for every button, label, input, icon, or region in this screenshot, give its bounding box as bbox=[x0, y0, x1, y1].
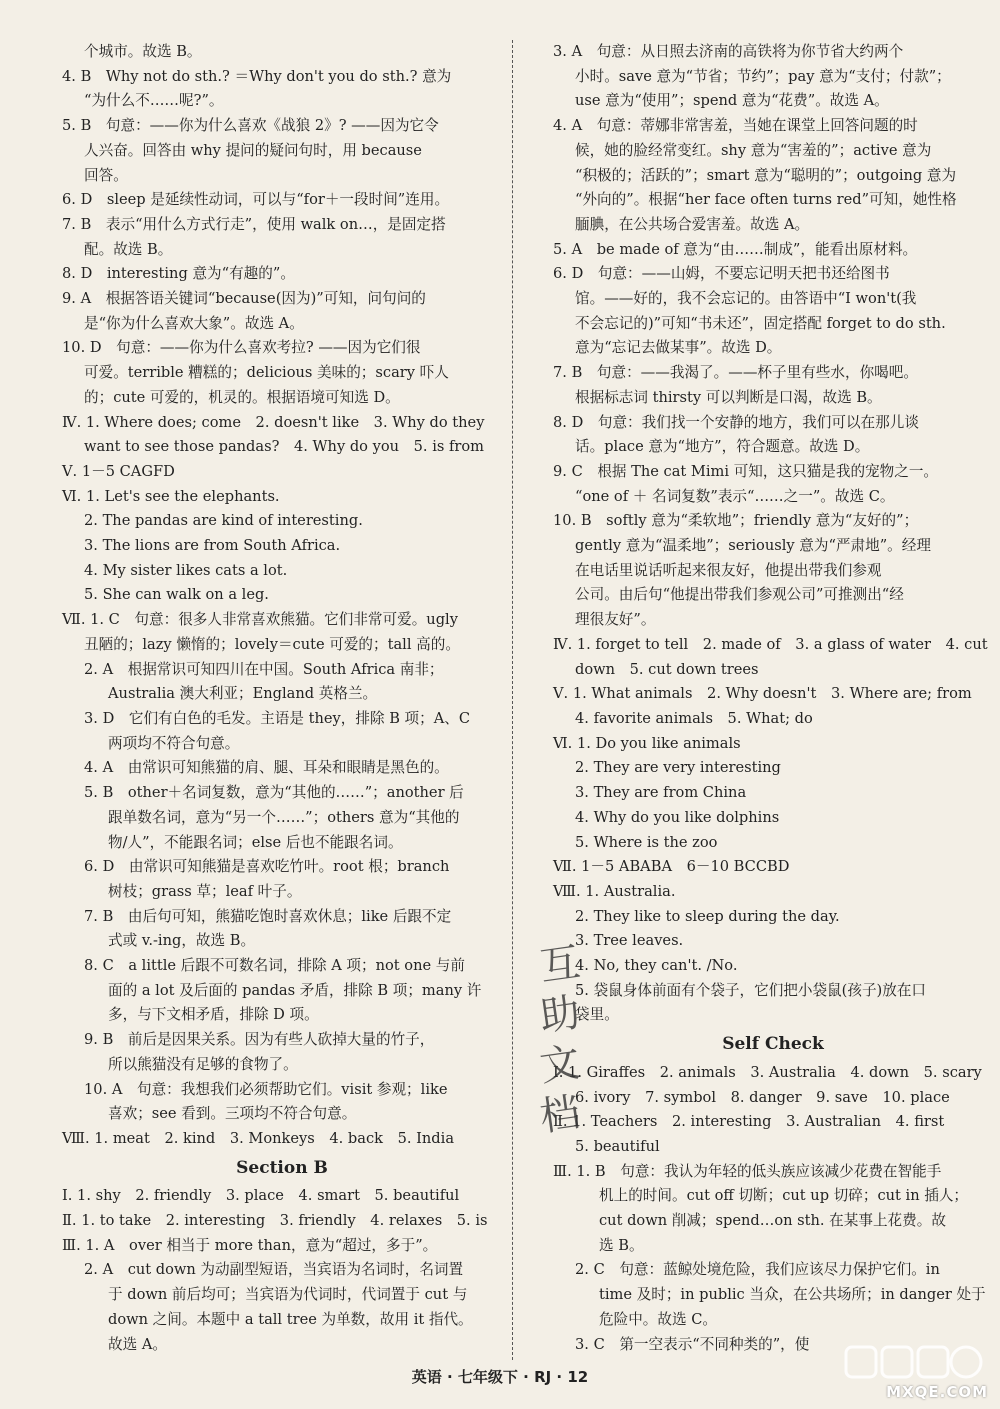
answer-line: 8. D 句意：我们找一个安静的地方，我们可以在那儿谈 bbox=[553, 413, 919, 431]
answer-line: 2. A cut down 为动副型短语，当宾语为名词时，名词置 bbox=[84, 1261, 464, 1279]
answer-line: 5. beautiful bbox=[575, 1137, 660, 1155]
answer-line: 两项均不符合句意。 bbox=[108, 734, 240, 752]
answer-line: 8. D interesting 意为“有趣的”。 bbox=[62, 265, 295, 283]
answer-line: Ⅷ. 1. meat 2. kind 3. Monkeys 4. back 5. India bbox=[62, 1129, 455, 1147]
answer-line: 腼腆，在公共场合爱害羞。故选 A。 bbox=[575, 215, 810, 233]
answer-line: 3. D 它们有白色的毛发。主语是 they，排除 B 项；A、C bbox=[84, 709, 471, 727]
answer-line: Ⅲ. 1. A over 相当于 more than，意为“超过，多于”。 bbox=[62, 1236, 438, 1254]
section-heading: Section B bbox=[236, 1157, 328, 1178]
answer-line: 9. B 前后是因果关系。因为有些人砍掉大量的竹子， bbox=[84, 1031, 435, 1049]
answer-line: 物/人”，不能跟名词；else 后也不能跟名词。 bbox=[108, 833, 403, 851]
answer-line: 4. No, they can't. /No. bbox=[575, 957, 738, 975]
answer-line: 馆。——好的，我不会忘记的。由答语中“I won't(我 bbox=[575, 290, 917, 308]
answer-line: 面的 a lot 及后面的 pandas 矛盾，排除 B 项；many 许 bbox=[108, 981, 482, 999]
answer-line: 选 B。 bbox=[599, 1236, 644, 1254]
answer-line: 10. B softly 意为“柔软地”；friendly 意为“友好的”； bbox=[553, 512, 919, 530]
answer-line: 危险中。故选 C。 bbox=[599, 1310, 717, 1328]
answer-line: 7. B 表示“用什么方式行走”，使用 walk on…，是固定搭 bbox=[62, 215, 446, 233]
left-column bbox=[62, 40, 502, 1357]
answer-line: 10. D 句意：——你为什么喜欢考拉? ——因为它们很 bbox=[62, 339, 421, 357]
answer-line: “为什么不……呢?”。 bbox=[84, 92, 224, 110]
answer-line: 配。故选 B。 bbox=[84, 240, 173, 258]
answer-line: 于 down 前后均可；当宾语为代词时，代词置于 cut 与 bbox=[108, 1286, 468, 1304]
answer-line: down 5. cut down trees bbox=[575, 660, 759, 678]
answer-line: 2. They are very interesting bbox=[575, 759, 781, 777]
answer-line: 2. They like to sleep during the day. bbox=[575, 907, 840, 925]
handwritten-char: 助 bbox=[536, 989, 584, 1041]
answer-line: 2. A 根据常识可知四川在中国。South Africa 南非； bbox=[84, 660, 444, 678]
answer-line: 3. C 第一空表示“不同种类的”，使 bbox=[575, 1335, 810, 1353]
answer-line: Ⅱ. 1. Teachers 2. interesting 3. Australian 4. first bbox=[553, 1113, 945, 1131]
answer-line: Ⅰ. 1. shy 2. friendly 3. place 4. smart 5. beautiful bbox=[62, 1187, 460, 1205]
answer-line: 5. 袋鼠身体前面有个袋子，它们把小袋鼠(孩子)放在口 bbox=[575, 981, 927, 999]
answer-line: 人兴奋。回答由 why 提问的疑问句时，用 because bbox=[84, 141, 422, 159]
answer-line: 的；cute 可爱的，机灵的。根据语境可知选 D。 bbox=[84, 388, 400, 406]
answer-line: 9. C 根据 The cat Mimi 可知，这只猫是我的宠物之一。 bbox=[553, 462, 939, 480]
answer-line: 所以熊猫没有足够的食物了。 bbox=[108, 1055, 298, 1073]
answer-line: 话。place 意为“地方”，符合题意。故选 D。 bbox=[575, 438, 870, 456]
answer-line: Ⅲ. 1. B 句意：我认为年轻的低头族应该减少花费在智能手 bbox=[553, 1162, 942, 1180]
answer-line: 候，她的脸经常变红。shy 意为“害羞的”；active 意为 bbox=[575, 141, 932, 159]
answer-line: 4. A 由常识可知熊猫的肩、腿、耳朵和眼睛是黑色的。 bbox=[84, 759, 449, 777]
answer-line: 10. A 句意：我想我们必须帮助它们。visit 参观；like bbox=[84, 1080, 448, 1098]
answer-line: 3. A 句意：从日照去济南的高铁将为你节省大约两个 bbox=[553, 43, 904, 60]
answer-line: 4. B Why not do sth.? ＝Why don't you do sth.? 意为 bbox=[62, 67, 452, 85]
answer-line: cut down 削减；spend…on sth. 在某事上花费。故 bbox=[599, 1212, 946, 1230]
site-watermark bbox=[838, 1343, 988, 1401]
answer-line: 6. D 句意：——山姆，不要忘记明天把书还给图书 bbox=[553, 265, 890, 283]
page-footer: 英语 · 七年级下 · RJ · 12 bbox=[411, 1368, 589, 1386]
section-heading: Self Check bbox=[722, 1034, 824, 1055]
answer-line: want to see those pandas? 4. Why do you 5. is from bbox=[84, 438, 484, 456]
answer-line: 多，与下文相矛盾，排除 D 项。 bbox=[108, 1006, 319, 1024]
answer-line: Ⅶ. 1. C 句意：很多人非常喜欢熊猫。它们非常可爱。ugly bbox=[62, 611, 458, 629]
answer-line: time 及时；in public 当众，在公共场所；in danger 处于 bbox=[599, 1286, 986, 1304]
answer-line: 5. B 句意：——你为什么喜欢《战狼 2》? ——因为它令 bbox=[62, 117, 439, 135]
answer-line: Ⅳ. 1. forget to tell 2. made of 3. a glass of water 4. cut bbox=[553, 635, 988, 653]
answer-line: 式或 v.-ing，故选 B。 bbox=[108, 932, 256, 950]
answer-line: Ⅷ. 1. Australia. bbox=[553, 882, 676, 900]
answer-line: 意为“忘记去做某事”。故选 D。 bbox=[575, 339, 782, 357]
answer-line: 2. The pandas are kind of interesting. bbox=[84, 512, 363, 530]
answer-line: 袋里。 bbox=[575, 1006, 619, 1024]
answer-line: 4. Why do you like dolphins bbox=[575, 808, 780, 826]
answer-line: 回答。 bbox=[84, 166, 128, 184]
answer-line: 在电话里说话听起来很友好，他提出带我们参观 bbox=[575, 561, 882, 579]
answer-line: Ⅵ. 1. Let's see the elephants. bbox=[62, 487, 280, 505]
answer-line: 3. The lions are from South Africa. bbox=[84, 537, 341, 555]
handwritten-char: 文 bbox=[536, 1039, 584, 1091]
watermark-logo-icon bbox=[844, 1343, 984, 1383]
answer-line: Ⅴ. 1－5 CAGFD bbox=[62, 462, 175, 480]
handwritten-char: 档 bbox=[536, 1089, 584, 1141]
answer-line: down 之间。本题中 a tall tree 为单数，故用 it 指代。 bbox=[108, 1310, 473, 1328]
answer-line: 3. Tree leaves. bbox=[575, 932, 684, 950]
answer-line: 故选 A。 bbox=[108, 1335, 167, 1353]
answer-line: 可爱。terrible 糟糕的；delicious 美味的；scary 吓人 bbox=[84, 364, 449, 382]
answer-line: Australia 澳大利亚；England 英格兰。 bbox=[108, 685, 378, 703]
answer-line: 9. A 根据答语关键词“because(因为)”可知，问句问的 bbox=[62, 290, 426, 308]
answer-line: 7. B 句意：——我渴了。——杯子里有些水，你喝吧。 bbox=[553, 364, 918, 382]
answer-line: 7. B 由后句可知，熊猫吃饱时喜欢休息；like 后跟不定 bbox=[84, 907, 452, 925]
answer-line: Ⅱ. 1. to take 2. interesting 3. friendly 4. relaxes 5. is bbox=[62, 1212, 488, 1230]
answer-line: “one of ＋ 名词复数”表示“……之一”。故选 C。 bbox=[575, 487, 895, 505]
answer-line: use 意为“使用”；spend 意为“花费”。故选 A。 bbox=[575, 92, 889, 110]
answer-line: 公司。由后句“他提出带我们参观公司”可推测出“经 bbox=[575, 586, 904, 604]
answer-line: 6. D 由常识可知熊猫是喜欢吃竹叶。root 根；branch bbox=[84, 858, 450, 876]
answer-line: 6. ivory 7. symbol 8. danger 9. save 10. place bbox=[575, 1088, 950, 1106]
answer-line: 小时。save 意为“节省；节约”；pay 意为“支付；付款”； bbox=[575, 67, 951, 85]
answer-line: 5. B other＋名词复数，意为“其他的……”；another 后 bbox=[84, 784, 464, 802]
right-column bbox=[553, 40, 993, 1357]
answer-line: 5. A be made of 意为“由……制成”，能看出原材料。 bbox=[553, 240, 918, 258]
answer-line: Ⅰ. 1. Giraffes 2. animals 3. Australia 4. down 5. scary bbox=[553, 1063, 982, 1081]
answer-line: 4. My sister likes cats a lot. bbox=[84, 561, 288, 579]
answer-line: 机上的时间。cut off 切断；cut up 切碎；cut in 插人； bbox=[599, 1187, 969, 1205]
answer-line: 是“你为什么喜欢大象”。故选 A。 bbox=[84, 314, 304, 332]
answer-line: 5. Where is the zoo bbox=[575, 833, 718, 851]
answer-line: 3. They are from China bbox=[575, 784, 747, 802]
answer-line: Ⅳ. 1. Where does; come 2. doesn't like 3. Why do they bbox=[62, 413, 485, 431]
answer-line: 5. She can walk on a leg. bbox=[84, 586, 269, 604]
answer-line: Ⅴ. 1. What animals 2. Why doesn't 3. Where are; from bbox=[553, 685, 972, 703]
answer-line: 4. favorite animals 5. What; do bbox=[575, 709, 813, 727]
answer-line: 8. C a little 后跟不可数名词，排除 A 项；not one 与前 bbox=[84, 957, 465, 975]
answer-line: gently 意为“温柔地”；seriously 意为“严肃地”。经理 bbox=[575, 537, 931, 555]
answer-line: 树枝；grass 草；leaf 叶子。 bbox=[108, 882, 302, 900]
answer-line: 喜欢；see 看到。三项均不符合句意。 bbox=[108, 1105, 357, 1123]
answer-line: “外向的”。根据“her face often turns red”可知，她性格 bbox=[575, 191, 957, 209]
answer-line: 不会忘记的)”可知“书未还”，固定搭配 forget to do sth. bbox=[575, 314, 946, 332]
answer-line: “积极的；活跃的”；smart 意为“聪明的”；outgoing 意为 bbox=[575, 166, 957, 184]
answer-line: 4. A 句意：蒂娜非常害羞，当她在课堂上回答问题的时 bbox=[553, 117, 918, 135]
answer-line: 跟单数名词，意为“另一个……”；others 意为“其他的 bbox=[108, 808, 460, 826]
answer-line: Ⅶ. 1－5 ABABA 6－10 BCCBD bbox=[553, 858, 790, 876]
answer-line: 2. C 句意：蓝鲸处境危险，我们应该尽力保护它们。in bbox=[575, 1261, 940, 1279]
answer-line: 根据标志词 thirsty 可以判断是口渴，故选 B。 bbox=[575, 388, 882, 406]
watermark-text: MXQE.COM bbox=[886, 1383, 988, 1401]
handwritten-annotation bbox=[536, 939, 584, 1141]
answer-line: 丑陋的；lazy 懒惰的；lovely＝cute 可爱的；tall 高的。 bbox=[84, 635, 460, 653]
answer-line: Ⅵ. 1. Do you like animals bbox=[553, 734, 741, 752]
answer-line: 理很友好”。 bbox=[575, 611, 656, 629]
answer-line: 6. D sleep 是延续性动词，可以与“for＋一段时间”连用。 bbox=[62, 191, 450, 209]
handwritten-char: 互 bbox=[536, 939, 584, 991]
column-divider bbox=[512, 40, 513, 1360]
answer-line: 个城市。故选 B。 bbox=[84, 43, 202, 60]
